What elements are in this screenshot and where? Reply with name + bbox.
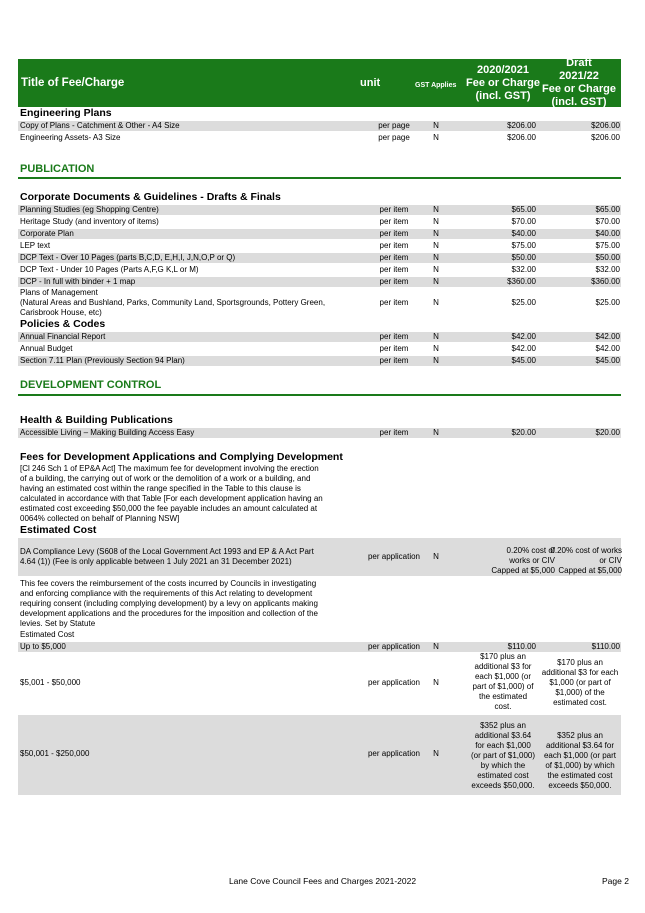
draft-line: 0.20% cost of works xyxy=(550,546,622,555)
publication-heading: PUBLICATION xyxy=(20,163,95,175)
row-fee xyxy=(465,721,541,791)
row-name-line1: DA Compliance Levy (S608 of the Local Government Act 1993 and EP & A Act Part xyxy=(20,547,314,556)
fees-para-line: [Cl 246 Sch 1 of EP&A Act] The maximum fee for development involving the erection xyxy=(20,464,319,473)
fee-line: exceeds $50,000. xyxy=(471,781,535,790)
row-unit: per item xyxy=(379,428,409,437)
row-draft: $20.00 xyxy=(595,428,620,437)
row-fee: $20.00 xyxy=(511,428,536,437)
header-fee-line3: (incl. GST) xyxy=(475,90,531,102)
row-fee: $42.00 xyxy=(511,344,536,353)
row-name-line3: Carisbrook House, etc) xyxy=(20,308,102,317)
row-unit: per item xyxy=(379,344,409,353)
row-fee: $25.00 xyxy=(511,298,536,307)
table-row xyxy=(18,277,621,287)
row-fee: $75.00 xyxy=(511,241,536,250)
row-name: DCP - In full with binder + 1 map xyxy=(20,277,136,286)
row-gst: N xyxy=(433,344,439,353)
row-unit: per application xyxy=(367,642,421,651)
header-gst: GST Applies xyxy=(415,82,457,89)
row-draft: $45.00 xyxy=(595,356,620,365)
row-draft: $50.00 xyxy=(595,253,620,262)
row-unit: per item xyxy=(379,277,409,286)
row-name-line1: Plans of Management xyxy=(20,288,98,297)
row-gst: N xyxy=(433,217,439,226)
fee-line: each $1,000 (or xyxy=(474,672,532,681)
row-unit: per item xyxy=(379,356,409,365)
table-row xyxy=(18,715,621,795)
row-draft: $70.00 xyxy=(595,217,620,226)
fee-line: 0.20% cost of xyxy=(506,546,555,555)
fees-para-line: of a building, the carrying out of work or the demolition of a work or a building, and xyxy=(20,474,311,483)
draft-line: of $1,000) by which xyxy=(545,761,615,770)
row-gst: N xyxy=(433,121,439,130)
row-name: Section 7.11 Plan (Previously Section 94 Plan) xyxy=(20,356,185,365)
row-draft: $32.00 xyxy=(595,265,620,274)
row-unit: per item xyxy=(379,241,409,250)
fee-line: $170 plus an xyxy=(480,652,526,661)
row-name: Planning Studies (eg Shopping Centre) xyxy=(20,205,159,214)
development-rule xyxy=(18,394,621,396)
row-draft: $42.00 xyxy=(595,332,620,341)
levy-para-line: requiring consent (including complying development) by a levy on applicants making xyxy=(20,599,318,608)
table-row xyxy=(18,356,621,366)
fee-line: estimated cost xyxy=(477,771,529,780)
row-name: $5,001 - $50,000 xyxy=(20,678,81,687)
row-draft xyxy=(538,731,622,791)
row-fee: $32.00 xyxy=(511,265,536,274)
fee-line: by which the xyxy=(480,761,526,770)
row-draft xyxy=(540,546,622,576)
header-unit: unit xyxy=(360,77,381,89)
row-fee: $40.00 xyxy=(511,229,536,238)
row-draft: $110.00 xyxy=(591,642,620,651)
table-row xyxy=(18,229,621,239)
table-row xyxy=(18,288,621,318)
fees-paragraph xyxy=(20,464,340,524)
draft-line: each $1,000 (or part xyxy=(543,751,617,760)
row-name: DCP Text - Over 10 Pages (parts B,C,D, E,H,I, J,N,O,P or Q) xyxy=(20,253,236,262)
fees-para-line: calculated in accordance with that Table [For each development application having an xyxy=(20,494,323,503)
levy-para-line: levies. Set by Statute xyxy=(20,619,96,628)
fees-para-line: 0064% collected on behalf of Planning NSW] xyxy=(20,514,180,523)
row-gst: N xyxy=(433,749,439,758)
row-draft: $65.00 xyxy=(595,205,620,214)
row-gst: N xyxy=(433,552,439,561)
row-name: Up to $5,000 xyxy=(20,642,66,651)
levy-para-line: and enforcing compliance with the requirements of this Act relating to development xyxy=(20,589,313,598)
fee-line: cost. xyxy=(494,702,512,711)
row-gst: N xyxy=(433,253,439,262)
table-row xyxy=(18,428,621,438)
row-fee: $70.00 xyxy=(511,217,536,226)
row-name: Annual Financial Report xyxy=(20,332,106,341)
row-name: Corporate Plan xyxy=(20,229,74,238)
fee-line: part of $1,000) of xyxy=(472,682,534,691)
row-unit: per item xyxy=(379,332,409,341)
row-fee: $42.00 xyxy=(511,332,536,341)
table-row xyxy=(18,344,621,354)
row-unit: per page xyxy=(378,121,410,130)
row-fee: $65.00 xyxy=(511,205,536,214)
row-gst: N xyxy=(433,356,439,365)
row-fee: $360.00 xyxy=(507,277,536,286)
draft-line: exceeds $50,000. xyxy=(548,781,612,790)
fees-para-line: estimated cost exceeding $50,000 the fee payable includes an amount calculated at xyxy=(20,504,318,513)
row-name: LEP text xyxy=(20,241,51,250)
table-row xyxy=(18,121,621,131)
fee-line: additional $3.64 xyxy=(474,731,532,740)
row-gst: N xyxy=(433,678,439,687)
row-fee: $206.00 xyxy=(507,133,536,142)
fee-line: additional $3 for xyxy=(474,662,532,671)
row-gst: N xyxy=(433,241,439,250)
row-unit: per item xyxy=(379,229,409,238)
header-fee-line2: Fee or Charge xyxy=(466,77,540,89)
row-gst: N xyxy=(433,133,439,142)
row-unit: per application xyxy=(367,552,421,561)
health-title: Health & Building Publications xyxy=(20,414,173,426)
row-name: Annual Budget xyxy=(20,344,73,353)
estimated-cost-title: Estimated Cost xyxy=(20,524,97,536)
row-fee: $206.00 xyxy=(507,121,536,130)
row-draft xyxy=(538,658,622,708)
draft-line: the estimated cost xyxy=(547,771,613,780)
table-row xyxy=(18,133,621,143)
table-row xyxy=(18,265,621,275)
fee-line: (or part of $1,000) xyxy=(470,751,536,760)
row-gst: N xyxy=(433,298,439,307)
row-fee: $45.00 xyxy=(511,356,536,365)
levy-para-line: development applications and the procedures for the imposition and collection of the xyxy=(20,609,318,618)
table-row xyxy=(18,538,621,576)
corporate-title: Corporate Documents & Guidelines - Drafts & Finals xyxy=(20,191,281,203)
draft-line: $170 plus an xyxy=(557,658,603,667)
table-row xyxy=(18,205,621,215)
row-gst: N xyxy=(433,229,439,238)
row-draft: $206.00 xyxy=(591,133,620,142)
draft-line: $1,000) of the xyxy=(555,688,605,697)
fees-para-line: having an estimated cost within the range specified in the Table to this clause is xyxy=(20,484,301,493)
draft-line: or CIV xyxy=(599,556,622,565)
row-name-line2: (Natural Areas and Bushland, Parks, Community Land, Sportsgrounds, Pottery Green, xyxy=(20,298,326,307)
header-draft xyxy=(538,57,620,109)
row-gst: N xyxy=(433,642,439,651)
row-unit: per application xyxy=(367,678,421,687)
fee-line: for each $1,000 xyxy=(475,741,531,750)
fee-line: $352 plus an xyxy=(480,721,526,730)
fees-title: Fees for Development Applications and Complying Development xyxy=(20,451,343,463)
policies-title: Policies & Codes xyxy=(20,318,106,330)
row-draft: $75.00 xyxy=(595,241,620,250)
draft-line: $1,000 (or part of xyxy=(549,678,611,687)
fee-line: the estimated xyxy=(478,692,528,701)
draft-line: estimated cost. xyxy=(553,698,607,707)
row-unit: per item xyxy=(379,298,409,307)
row-unit: per item xyxy=(379,265,409,274)
row-unit: per application xyxy=(367,749,421,758)
table-row xyxy=(18,332,621,342)
table-row xyxy=(18,241,621,251)
row-fee: $50.00 xyxy=(511,253,536,262)
row-draft: $25.00 xyxy=(595,298,620,307)
row-unit: per item xyxy=(379,205,409,214)
row-name: Copy of Plans - Catchment & Other - A4 Size xyxy=(20,121,180,130)
row-name-line2: 4.64 (1)) (Fee is only applicable between 1 July 2021 an 31 December 2021) xyxy=(20,557,292,566)
row-draft: $40.00 xyxy=(595,229,620,238)
draft-line: $352 plus an xyxy=(557,731,603,740)
fee-line: works or CIV xyxy=(509,556,555,565)
header-draft-line1: Draft xyxy=(566,57,592,69)
row-unit: per page xyxy=(378,133,410,142)
draft-line: additional $3 for each xyxy=(541,668,619,677)
row-gst: N xyxy=(433,277,439,286)
row-draft: $206.00 xyxy=(591,121,620,130)
header-draft-line4: (incl. GST) xyxy=(551,96,607,108)
publication-rule xyxy=(18,177,621,179)
header-title: Title of Fee/Charge xyxy=(21,77,125,89)
table-row xyxy=(18,217,621,227)
row-fee xyxy=(465,652,541,712)
row-fee: $110.00 xyxy=(507,642,536,651)
row-draft: $360.00 xyxy=(591,277,620,286)
footer-page: Page 2 xyxy=(602,876,629,886)
row-gst: N xyxy=(433,205,439,214)
levy-paragraph xyxy=(20,579,340,629)
header-draft-line3: Fee or Charge xyxy=(542,83,616,95)
development-heading: DEVELOPMENT CONTROL xyxy=(20,379,162,391)
row-gst: N xyxy=(433,332,439,341)
header-draft-line2: 2021/22 xyxy=(559,70,599,82)
engineering-title: Engineering Plans xyxy=(20,107,112,119)
row-gst: N xyxy=(433,428,439,437)
footer-center: Lane Cove Council Fees and Charges 2021-2022 xyxy=(228,876,417,886)
row-name: Accessible Living – Making Building Access Easy xyxy=(20,428,195,437)
draft-line: Capped at $5,000 xyxy=(558,566,622,575)
estimated-cost-label: Estimated Cost xyxy=(20,630,75,639)
row-name: Heritage Study (and inventory of items) xyxy=(20,217,159,226)
levy-para-line: This fee covers the reimbursement of the costs incurred by Councils in investigating xyxy=(20,579,317,588)
header-fee-line1: 2020/2021 xyxy=(477,64,529,76)
row-unit: per item xyxy=(379,253,409,262)
table-row xyxy=(18,253,621,263)
table-row xyxy=(18,652,621,714)
draft-line: additional $3.64 for xyxy=(545,741,615,750)
table-header xyxy=(18,59,621,107)
row-draft: $42.00 xyxy=(595,344,620,353)
row-gst: N xyxy=(433,265,439,274)
row-unit: per item xyxy=(379,217,409,226)
row-name: Engineering Assets- A3 Size xyxy=(20,133,121,142)
table-row xyxy=(18,642,621,652)
row-name: $50,001 - $250,000 xyxy=(20,749,90,758)
row-name: DCP Text - Under 10 Pages (Parts A,F,G K,L or M) xyxy=(20,265,199,274)
fee-line: Capped at $5,000 xyxy=(491,566,555,575)
header-fee xyxy=(462,64,544,103)
